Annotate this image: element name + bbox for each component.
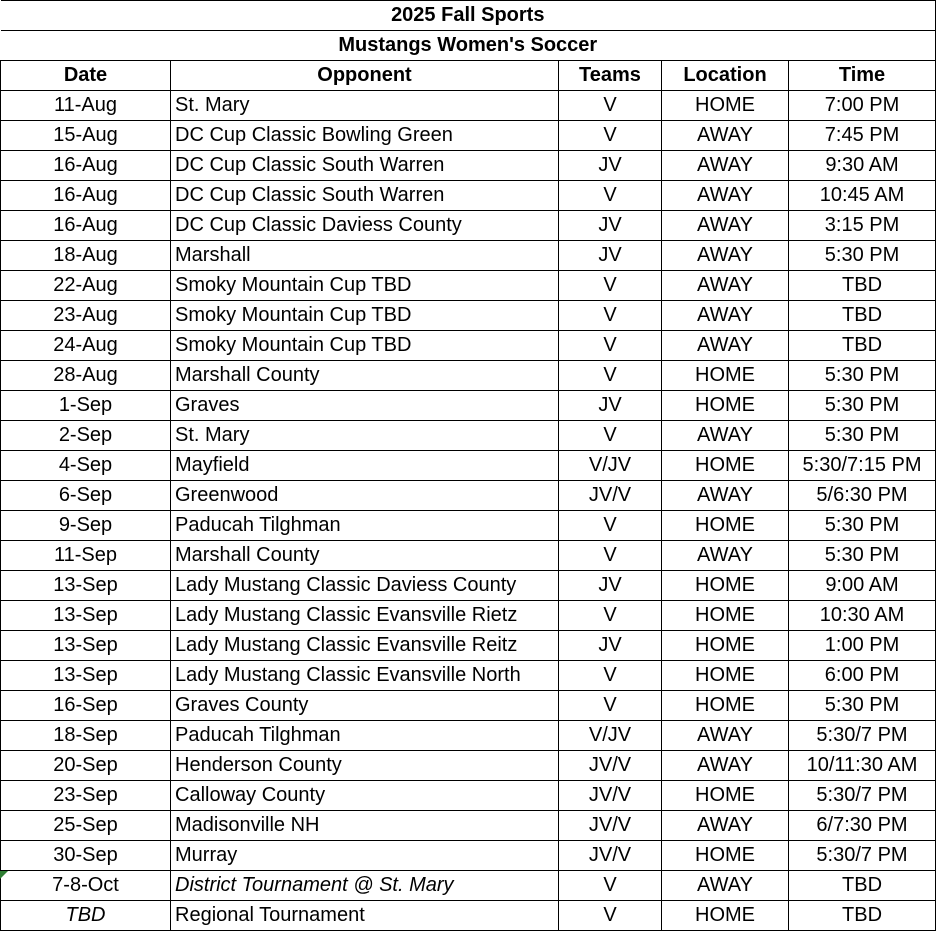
cell-time[interactable]: 9:00 AM	[789, 571, 936, 601]
cell-location[interactable]: AWAY	[662, 541, 789, 571]
cell-location[interactable]: AWAY	[662, 301, 789, 331]
cell-teams[interactable]: JV/V	[559, 781, 662, 811]
column-header-opponent[interactable]: Opponent	[171, 61, 559, 91]
cell-time[interactable]: 6:00 PM	[789, 661, 936, 691]
cell-date[interactable]: 24-Aug	[1, 331, 171, 361]
table-row	[1, 361, 936, 391]
cell-opponent[interactable]: Greenwood	[171, 481, 559, 511]
table-row	[1, 211, 936, 241]
cell-teams[interactable]: V/JV	[559, 451, 662, 481]
table-row	[1, 241, 936, 271]
cell-opponent[interactable]: District Tournament @ St. Mary	[171, 871, 559, 901]
cell-time[interactable]: 7:45 PM	[789, 121, 936, 151]
cell-location[interactable]: HOME	[662, 661, 789, 691]
cell-opponent[interactable]: DC Cup Classic South Warren	[171, 181, 559, 211]
column-header-teams[interactable]: Teams	[559, 61, 662, 91]
table-row	[1, 331, 936, 361]
table-row	[1, 751, 936, 781]
cell-time[interactable]: 3:15 PM	[789, 211, 936, 241]
cell-opponent[interactable]: Graves	[171, 391, 559, 421]
cell-time[interactable]: TBD	[789, 271, 936, 301]
cell-time[interactable]: 5:30/7 PM	[789, 781, 936, 811]
subtitle-row	[1, 31, 936, 61]
column-header-date[interactable]: Date	[1, 61, 171, 91]
cell-opponent[interactable]: Smoky Mountain Cup TBD	[171, 271, 559, 301]
cell-opponent[interactable]: Lady Mustang Classic Evansville Rietz	[171, 601, 559, 631]
cell-time[interactable]: 5:30/7 PM	[789, 721, 936, 751]
cell-location[interactable]: HOME	[662, 361, 789, 391]
cell-location[interactable]: HOME	[662, 511, 789, 541]
table-row	[1, 661, 936, 691]
cell-date[interactable]: 11-Sep	[1, 541, 171, 571]
cell-opponent[interactable]: Murray	[171, 841, 559, 871]
cell-time[interactable]: 5:30/7:15 PM	[789, 451, 936, 481]
cell-teams[interactable]: JV/V	[559, 841, 662, 871]
cell-date[interactable]: TBD	[1, 901, 171, 931]
table-row	[1, 271, 936, 301]
cell-opponent[interactable]: Marshall County	[171, 541, 559, 571]
cell-opponent[interactable]: DC Cup Classic Daviess County	[171, 211, 559, 241]
cell-date[interactable]: 13-Sep	[1, 571, 171, 601]
cell-teams[interactable]: JV/V	[559, 811, 662, 841]
cell-teams[interactable]: JV	[559, 631, 662, 661]
cell-opponent[interactable]: Mayfield	[171, 451, 559, 481]
table-row	[1, 451, 936, 481]
cell-time[interactable]: 5:30 PM	[789, 541, 936, 571]
cell-location[interactable]: AWAY	[662, 331, 789, 361]
cell-opponent[interactable]: Lady Mustang Classic Daviess County	[171, 571, 559, 601]
column-header-location[interactable]: Location	[662, 61, 789, 91]
cell-location[interactable]: HOME	[662, 391, 789, 421]
schedule-body	[1, 91, 936, 931]
cell-teams[interactable]: JV	[559, 151, 662, 181]
cell-date[interactable]: 13-Sep	[1, 661, 171, 691]
sheet-subtitle: Mustangs Women's Soccer	[1, 31, 936, 61]
cell-opponent[interactable]: DC Cup Classic Bowling Green	[171, 121, 559, 151]
cell-teams[interactable]: V	[559, 181, 662, 211]
table-row	[1, 421, 936, 451]
cell-teams[interactable]: JV	[559, 571, 662, 601]
cell-time[interactable]: 5/6:30 PM	[789, 481, 936, 511]
cell-location[interactable]: AWAY	[662, 181, 789, 211]
cell-date[interactable]: 16-Aug	[1, 211, 171, 241]
cell-location[interactable]: AWAY	[662, 811, 789, 841]
cell-time[interactable]: 6/7:30 PM	[789, 811, 936, 841]
cell-date[interactable]: 9-Sep	[1, 511, 171, 541]
cell-date[interactable]: 11-Aug	[1, 91, 171, 121]
cell-date[interactable]: 20-Sep	[1, 751, 171, 781]
table-row	[1, 691, 936, 721]
cell-date[interactable]: 16-Aug	[1, 151, 171, 181]
cell-location[interactable]: AWAY	[662, 721, 789, 751]
table-row	[1, 811, 936, 841]
cell-teams[interactable]: V	[559, 901, 662, 931]
cell-teams[interactable]: V	[559, 121, 662, 151]
table-row	[1, 301, 936, 331]
table-row	[1, 481, 936, 511]
cell-teams[interactable]: JV	[559, 211, 662, 241]
table-row	[1, 601, 936, 631]
cell-location[interactable]: HOME	[662, 841, 789, 871]
cell-opponent[interactable]: Smoky Mountain Cup TBD	[171, 301, 559, 331]
cell-location[interactable]: HOME	[662, 91, 789, 121]
cell-location[interactable]: AWAY	[662, 211, 789, 241]
table-row	[1, 91, 936, 121]
table-row	[1, 901, 936, 931]
cell-date[interactable]: 2-Sep	[1, 421, 171, 451]
cell-opponent[interactable]: Calloway County	[171, 781, 559, 811]
cell-teams[interactable]: JV/V	[559, 481, 662, 511]
title-row	[1, 1, 936, 31]
cell-date[interactable]: 23-Aug	[1, 301, 171, 331]
cell-teams[interactable]: JV	[559, 241, 662, 271]
table-row	[1, 631, 936, 661]
cell-time[interactable]: 5:30 PM	[789, 391, 936, 421]
table-row	[1, 151, 936, 181]
cell-time[interactable]: 9:30 AM	[789, 151, 936, 181]
cell-location[interactable]: AWAY	[662, 241, 789, 271]
table-row	[1, 871, 936, 901]
table-row	[1, 181, 936, 211]
table-row	[1, 721, 936, 751]
cell-date[interactable]: 16-Sep	[1, 691, 171, 721]
cell-opponent[interactable]: Madisonville NH	[171, 811, 559, 841]
table-row	[1, 511, 936, 541]
cell-teams[interactable]: V	[559, 601, 662, 631]
cell-location[interactable]: AWAY	[662, 751, 789, 781]
cell-teams[interactable]: JV/V	[559, 751, 662, 781]
cell-teams[interactable]: V/JV	[559, 721, 662, 751]
cell-time[interactable]: 10/11:30 AM	[789, 751, 936, 781]
column-header-row	[1, 61, 936, 91]
cell-teams[interactable]: V	[559, 691, 662, 721]
cell-location[interactable]: HOME	[662, 901, 789, 931]
cell-comment-marker	[0, 871, 8, 879]
cell-teams[interactable]: V	[559, 331, 662, 361]
cell-time[interactable]: 10:45 AM	[789, 181, 936, 211]
cell-opponent[interactable]: Lady Mustang Classic Evansville North	[171, 661, 559, 691]
cell-date[interactable]: 1-Sep	[1, 391, 171, 421]
cell-time[interactable]: TBD	[789, 331, 936, 361]
cell-date[interactable]: 28-Aug	[1, 361, 171, 391]
cell-location[interactable]: AWAY	[662, 481, 789, 511]
cell-opponent[interactable]: St. Mary	[171, 91, 559, 121]
cell-date[interactable]: 22-Aug	[1, 271, 171, 301]
cell-time[interactable]: TBD	[789, 901, 936, 931]
cell-location[interactable]: AWAY	[662, 871, 789, 901]
sheet-title: 2025 Fall Sports	[1, 1, 936, 31]
cell-location[interactable]: HOME	[662, 601, 789, 631]
table-row	[1, 121, 936, 151]
cell-location[interactable]: AWAY	[662, 421, 789, 451]
cell-opponent[interactable]: Smoky Mountain Cup TBD	[171, 331, 559, 361]
cell-date[interactable]: 18-Aug	[1, 241, 171, 271]
cell-time[interactable]: 1:00 PM	[789, 631, 936, 661]
cell-time[interactable]: 5:30 PM	[789, 511, 936, 541]
cell-date[interactable]: 18-Sep	[1, 721, 171, 751]
cell-date[interactable]: 30-Sep	[1, 841, 171, 871]
cell-date[interactable]: 15-Aug	[1, 121, 171, 151]
cell-time[interactable]: 5:30 PM	[789, 361, 936, 391]
cell-teams[interactable]: V	[559, 511, 662, 541]
cell-time[interactable]: 5:30 PM	[789, 691, 936, 721]
cell-location[interactable]: AWAY	[662, 121, 789, 151]
cell-location[interactable]: HOME	[662, 631, 789, 661]
cell-opponent[interactable]: Marshall	[171, 241, 559, 271]
cell-location[interactable]: AWAY	[662, 151, 789, 181]
cell-teams[interactable]: V	[559, 301, 662, 331]
cell-opponent[interactable]: Henderson County	[171, 751, 559, 781]
table-row	[1, 571, 936, 601]
cell-date[interactable]: 16-Aug	[1, 181, 171, 211]
cell-time[interactable]: TBD	[789, 871, 936, 901]
table-row	[1, 391, 936, 421]
cell-time[interactable]: TBD	[789, 301, 936, 331]
cell-teams[interactable]: V	[559, 541, 662, 571]
cell-time[interactable]: 10:30 AM	[789, 601, 936, 631]
cell-date[interactable]: 4-Sep	[1, 451, 171, 481]
cell-opponent[interactable]: Lady Mustang Classic Evansville Reitz	[171, 631, 559, 661]
cell-location[interactable]: HOME	[662, 571, 789, 601]
cell-teams[interactable]: V	[559, 871, 662, 901]
table-row	[1, 781, 936, 811]
cell-teams[interactable]: V	[559, 661, 662, 691]
cell-location[interactable]: HOME	[662, 451, 789, 481]
cell-teams[interactable]: V	[559, 421, 662, 451]
cell-teams[interactable]: V	[559, 271, 662, 301]
cell-date[interactable]: 7-8-Oct	[1, 871, 171, 901]
cell-location[interactable]: HOME	[662, 691, 789, 721]
cell-time[interactable]: 7:00 PM	[789, 91, 936, 121]
cell-opponent[interactable]: Graves County	[171, 691, 559, 721]
column-header-time[interactable]: Time	[789, 61, 936, 91]
cell-time[interactable]: 5:30 PM	[789, 421, 936, 451]
cell-opponent[interactable]: DC Cup Classic South Warren	[171, 151, 559, 181]
cell-time[interactable]: 5:30 PM	[789, 241, 936, 271]
cell-date[interactable]: 25-Sep	[1, 811, 171, 841]
cell-opponent[interactable]: St. Mary	[171, 421, 559, 451]
table-row	[1, 841, 936, 871]
cell-date[interactable]: 13-Sep	[1, 631, 171, 661]
cell-date[interactable]: 23-Sep	[1, 781, 171, 811]
cell-date[interactable]: 6-Sep	[1, 481, 171, 511]
cell-teams[interactable]: V	[559, 91, 662, 121]
cell-location[interactable]: AWAY	[662, 271, 789, 301]
cell-date[interactable]: 13-Sep	[1, 601, 171, 631]
table-row	[1, 541, 936, 571]
cell-teams[interactable]: V	[559, 361, 662, 391]
cell-opponent[interactable]: Marshall County	[171, 361, 559, 391]
cell-teams[interactable]: JV	[559, 391, 662, 421]
cell-time[interactable]: 5:30/7 PM	[789, 841, 936, 871]
cell-opponent[interactable]: Paducah Tilghman	[171, 721, 559, 751]
cell-location[interactable]: HOME	[662, 781, 789, 811]
cell-opponent[interactable]: Regional Tournament	[171, 901, 559, 931]
cell-opponent[interactable]: Paducah Tilghman	[171, 511, 559, 541]
